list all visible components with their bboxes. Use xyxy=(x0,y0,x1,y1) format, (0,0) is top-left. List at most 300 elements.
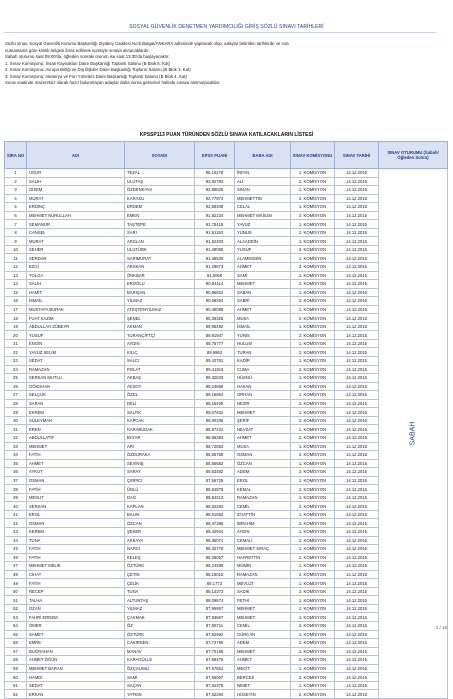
cell-no: 38 xyxy=(5,485,27,494)
cell-surname: SARI xyxy=(125,228,195,237)
cell-score: 88,29057 xyxy=(195,553,235,562)
cell-date: 14.12.2015 xyxy=(335,630,379,639)
cell-no: 41 xyxy=(5,510,27,519)
cell-surname: SAMİ xyxy=(125,673,195,682)
cell-commission: 1. KOMİSYON xyxy=(291,425,335,434)
cell-no: 24 xyxy=(5,365,27,374)
cell-date: 14.12.2015 xyxy=(335,545,379,554)
cell-father: SADIK xyxy=(235,587,291,596)
cell-father: KADİR xyxy=(235,357,291,366)
cell-surname: MANAV xyxy=(125,647,195,656)
header-name: ADI xyxy=(27,142,125,169)
cell-surname: ÜNLÜ xyxy=(125,485,195,494)
cell-name: EMRE xyxy=(27,639,125,648)
cell-father: İBRAHİM xyxy=(235,519,291,528)
cell-score: 89,81947 xyxy=(195,331,235,340)
cell-father: SİNAN xyxy=(235,186,291,195)
cell-score: 87,66007 xyxy=(195,673,235,682)
cell-commission: 1. KOMİSYON xyxy=(291,391,335,400)
cell-date: 14.12.2015 xyxy=(335,476,379,485)
cell-date: 14.12.2015 xyxy=(335,621,379,630)
cell-father: MEHMET xyxy=(235,647,291,656)
cell-father: MEHMET xyxy=(235,280,291,289)
cell-surname: TEZAL xyxy=(125,169,195,178)
cell-commission: 1. KOMİSYON xyxy=(291,220,335,229)
header-score: KPSS PUANI xyxy=(195,142,235,169)
cell-score: 88,1773 xyxy=(195,579,235,588)
cell-date: 14.12.2015 xyxy=(335,194,379,203)
cell-surname: CAKIRSEN xyxy=(125,639,195,648)
cell-no: 28 xyxy=(5,399,27,408)
cell-no: 62 xyxy=(5,690,27,699)
cell-name: MURAT xyxy=(27,237,125,246)
cell-date: 14.12.2015 xyxy=(335,570,379,579)
cell-commission: 2. KOMİSYON xyxy=(291,297,335,306)
cell-score: 88,24298 xyxy=(195,562,235,571)
cell-name: İSMAİL xyxy=(27,297,125,306)
intro-line: 3. Sınav Komisyonu: Aktüerya ve Fon Yönetimi Daire Başkanlığı Toplantı Salonu (B Blok 4. Kat) xyxy=(5,73,187,79)
cell-score: 89,15405 xyxy=(195,399,235,408)
cell-father: HÜSEYİN xyxy=(235,690,291,699)
cell-date: 14.12.2015 xyxy=(335,288,379,297)
cell-name: TOLGA xyxy=(27,271,125,280)
header-session: SINAV OTURUMU (Sabah/ Öğleden Sonra) xyxy=(379,142,448,169)
cell-surname: ÇAKMAK xyxy=(125,613,195,622)
cell-no: 53 xyxy=(5,613,27,622)
cell-commission: 2. KOMİSYON xyxy=(291,468,335,477)
cell-no: 9 xyxy=(5,237,27,246)
cell-date: 14.12.2015 xyxy=(335,433,379,442)
cell-date: 14.12.2015 xyxy=(335,536,379,545)
cell-father: EROL xyxy=(235,476,291,485)
cell-no: 48 xyxy=(5,570,27,579)
cell-surname: KARAGÜLLE xyxy=(125,656,195,665)
cell-no: 2 xyxy=(5,177,27,186)
cell-surname: BARIŞAN xyxy=(125,288,195,297)
cell-name: MESUT xyxy=(27,493,125,502)
cell-score: 87,95857 xyxy=(195,604,235,613)
cell-name: MEHMET xyxy=(27,442,125,451)
cell-date: 14.12.2015 xyxy=(335,271,379,280)
cell-score: 88,32776 xyxy=(195,545,235,554)
intro-line: Sabah oturumu saat 09:00'da, öğleden sonraki oturum ise saat 13:30'da başlayacaktır. xyxy=(5,54,170,59)
cell-name: SAMET xyxy=(27,630,125,639)
cell-commission: 1. KOMİSYON xyxy=(291,579,335,588)
cell-commission: 1. KOMİSYON xyxy=(291,527,335,536)
cell-name: FAHRİ ERDEM xyxy=(27,613,125,622)
cell-score: 91,82234 xyxy=(195,211,235,220)
cell-no: 45 xyxy=(5,545,27,554)
cell-father: CUMA xyxy=(235,365,291,374)
cell-name: MEHMET MELİK xyxy=(27,562,125,571)
cell-name: SEDAT xyxy=(27,357,125,366)
cell-session xyxy=(379,169,448,699)
cell-date: 14.12.2015 xyxy=(335,365,379,374)
cell-name: UĞUR xyxy=(27,169,125,178)
cell-name: EROL xyxy=(27,510,125,519)
cell-no: 51 xyxy=(5,596,27,605)
cell-commission: 1. KOMİSYON xyxy=(291,339,335,348)
cell-surname: ÖZDURAKA xyxy=(125,451,195,460)
cell-commission: 2. KOMİSYON xyxy=(291,331,335,340)
cell-no: 19 xyxy=(5,322,27,331)
cell-score: 88,66769 xyxy=(195,451,235,460)
cell-father: YUNUS xyxy=(235,228,291,237)
cell-date: 14.12.2015 xyxy=(335,254,379,263)
intro-line: 2. Sınav Komisyonu: Avrupa Birliği ve Dış İlişkiler Daire Başkanlığı Toplantı Salonu (B Blok 1. Kat) xyxy=(5,67,191,72)
cell-score: 96,10279 xyxy=(195,169,235,178)
cell-score: 91,61193 xyxy=(195,228,235,237)
cell-commission: 1. KOMİSYON xyxy=(291,254,335,263)
cell-name: FATİH xyxy=(27,485,125,494)
cell-date: 14.12.2015 xyxy=(335,527,379,536)
cell-name: GÖKDHAN xyxy=(27,382,125,391)
cell-father: OSMAN xyxy=(235,451,291,460)
cell-name: ERDİNÇ xyxy=(27,203,125,212)
cell-surname: ARSLAN xyxy=(125,237,195,246)
cell-score: 90,94114 xyxy=(195,280,235,289)
cell-no: 3 xyxy=(5,186,27,195)
cell-score: 87,82992 xyxy=(195,630,235,639)
cell-name: MUSTAFA BURAK xyxy=(27,305,125,314)
cell-commission: 1. KOMİSYON xyxy=(291,476,335,485)
intro-text xyxy=(5,41,445,87)
intro-line: Sözlü sınav, Sosyal Güvenlik Kurumu Başkanlığı Ziyabey Caddesi No:6 Balgat/ANKARA adresinde yapılacak olup, adaylar belirtilen tarihlerde ve sıra xyxy=(5,41,289,46)
cell-no: 60 xyxy=(5,673,27,682)
cell-father: CEMİL xyxy=(235,502,291,511)
cell-name: EREN xyxy=(27,425,125,434)
cell-commission: 2. KOMİSYON xyxy=(291,433,335,442)
cell-surname: KARASU xyxy=(125,194,195,203)
cell-name: FATİH xyxy=(27,553,125,562)
cell-name: SELÇUK xyxy=(27,391,125,400)
cell-name: BUĞRAHAN xyxy=(27,647,125,656)
cell-date: 14.12.2015 xyxy=(335,211,379,220)
cell-surname: TAŞTEPE xyxy=(125,220,195,229)
cell-commission: 1. KOMİSYON xyxy=(291,374,335,383)
cell-name: SERKAN MUTLU xyxy=(27,374,125,383)
cell-date: 14.12.2015 xyxy=(335,245,379,254)
cell-father: MEHMET MASUM xyxy=(235,211,291,220)
cell-score: 88,54878 xyxy=(195,485,235,494)
cell-commission: 1. KOMİSYON xyxy=(291,664,335,673)
cell-commission: 2. KOMİSYON xyxy=(291,553,335,562)
cell-date: 14.12.2015 xyxy=(335,690,379,699)
cell-commission: 1. KOMİSYON xyxy=(291,186,335,195)
cell-date: 14.12.2015 xyxy=(335,502,379,511)
cell-score: 88,65682 xyxy=(195,459,235,468)
cell-commission: 1. KOMİSYON xyxy=(291,613,335,622)
cell-commission: 1. KOMİSYON xyxy=(291,681,335,690)
cell-score: 90,45088 xyxy=(195,305,235,314)
cell-score: 91,49058 xyxy=(195,245,235,254)
cell-date: 14.12.2015 xyxy=(335,579,379,588)
cell-score: 88,63492 xyxy=(195,468,235,477)
cell-no: 61 xyxy=(5,681,27,690)
cell-commission: 1. KOMİSYON xyxy=(291,237,335,246)
cell-father: İRFAN xyxy=(235,169,291,178)
cell-father: NEVZAT xyxy=(235,425,291,434)
title-divider xyxy=(4,32,436,33)
cell-date: 14.12.2015 xyxy=(335,510,379,519)
cell-father: ADEM xyxy=(235,639,291,648)
cell-name: ERKAN xyxy=(27,690,125,699)
intro-line: Sınav saatinde mazeretsiz olarak hazır bulunmayan adaylar daha sonra gelmeleri halinde sınava alınmayacaklar. xyxy=(5,80,221,85)
cell-commission: 2. KOMİSYON xyxy=(291,194,335,203)
cell-surname: SEVİNİŞ xyxy=(125,459,195,468)
candidate-table xyxy=(4,141,448,699)
cell-date: 14.12.2015 xyxy=(335,596,379,605)
cell-father: İSMAİL xyxy=(235,322,291,331)
cell-no: 59 xyxy=(5,664,27,673)
cell-score: 89,42781 xyxy=(195,357,235,366)
cell-father: ORHAN xyxy=(235,391,291,400)
cell-date: 14.12.2015 xyxy=(335,408,379,417)
cell-commission: 1. KOMİSYON xyxy=(291,510,335,519)
cell-commission: 2. KOMİSYON xyxy=(291,656,335,665)
cell-name: EZGİ xyxy=(27,263,125,272)
cell-name: HAMDİ xyxy=(27,673,125,682)
cell-date: 14.12.2015 xyxy=(335,664,379,673)
table-header-row xyxy=(5,142,448,169)
cell-surname: TUNA xyxy=(125,587,195,596)
cell-father: HULUSİ xyxy=(235,339,291,348)
cell-commission: 1. KOMİSYON xyxy=(291,305,335,314)
list-title: KPSSP113 PUAN TÜRÜNDEN SÖZLÜ SINAVA KATILACAKLARIN LİSTESİ xyxy=(139,132,314,138)
cell-father: ALİ xyxy=(235,177,291,186)
cell-name: FATİH xyxy=(27,451,125,460)
cell-date: 14.12.2015 xyxy=(335,656,379,665)
cell-name: SEHER xyxy=(27,245,125,254)
cell-no: 10 xyxy=(5,245,27,254)
cell-surname: SARAY xyxy=(125,468,195,477)
cell-name: SARAN xyxy=(27,399,125,408)
cell-name: RECEP xyxy=(27,587,125,596)
cell-father: CEMİL xyxy=(235,621,291,630)
cell-commission: 1. KOMİSYON xyxy=(291,322,335,331)
table-body xyxy=(5,169,448,699)
cell-commission: 3. KOMİSYON xyxy=(291,263,335,272)
cell-father: MEHMET xyxy=(235,613,291,622)
cell-name: YAVUZ SELİM xyxy=(27,348,125,357)
cell-surname: EROĞLU xyxy=(125,280,195,289)
cell-date: 14.12.2015 xyxy=(335,604,379,613)
cell-score: 90,86822 xyxy=(195,288,235,297)
cell-surname: ULUTAŞ xyxy=(125,177,195,186)
cell-surname: POLAT xyxy=(125,365,195,374)
cell-name: RAMAZAN xyxy=(27,365,125,374)
cell-father: MEVLÜT xyxy=(235,579,291,588)
cell-name: FUAT KAZIM xyxy=(27,314,125,323)
cell-no: 21 xyxy=(5,339,27,348)
cell-score: 88,42934 xyxy=(195,527,235,536)
cell-father: YUNİS xyxy=(235,331,291,340)
cell-father: NİMET xyxy=(235,681,291,690)
cell-commission: 2. KOMİSYON xyxy=(291,416,335,425)
cell-surname: AKKAYA xyxy=(125,536,195,545)
cell-commission: 2. KOMİSYON xyxy=(291,348,335,357)
cell-no: 34 xyxy=(5,451,27,460)
cell-surname: YATKIN xyxy=(125,690,195,699)
cell-name: HAMİT xyxy=(27,288,125,297)
cell-name: GİZEM xyxy=(27,186,125,195)
cell-father: MEHMET xyxy=(235,604,291,613)
cell-father: HÜSNÜ xyxy=(235,374,291,383)
cell-surname: BALIN xyxy=(125,510,195,519)
cell-no: 6 xyxy=(5,211,27,220)
cell-no: 47 xyxy=(5,562,27,571)
cell-no: 39 xyxy=(5,493,27,502)
cell-name: EKREM xyxy=(27,408,125,417)
header-commission: SINAV KOMİSYONU xyxy=(291,142,335,169)
cell-father: MEHMET SIRAÇ xyxy=(235,545,291,554)
cell-score: 89,95492 xyxy=(195,322,235,331)
cell-commission: 2. KOMİSYON xyxy=(291,399,335,408)
cell-no: 18 xyxy=(5,314,27,323)
cell-surname: ERDEM xyxy=(125,203,195,212)
cell-date: 14.12.2015 xyxy=(335,186,379,195)
cell-score: 88,90336 xyxy=(195,416,235,425)
cell-score: 92,68408 xyxy=(195,203,235,212)
cell-name: AHMET ÖĞÜN xyxy=(27,656,125,665)
cell-commission: 2. KOMİSYON xyxy=(291,604,335,613)
cell-father: AHMET xyxy=(235,305,291,314)
cell-commission: 2. KOMİSYON xyxy=(291,639,335,648)
cell-surname: ÖZÇALIMLI xyxy=(125,664,195,673)
cell-no: 42 xyxy=(5,519,27,528)
cell-date: 14.12.2015 xyxy=(335,647,379,656)
cell-date: 14.12.2015 xyxy=(335,169,379,178)
cell-father: SAMİ xyxy=(235,271,291,280)
cell-date: 14.12.2015 xyxy=(335,357,379,366)
cell-score: 88,54213 xyxy=(195,493,235,502)
cell-name: AHMET xyxy=(27,459,125,468)
cell-date: 14.12.2015 xyxy=(335,459,379,468)
cell-commission: 1. KOMİSYON xyxy=(291,271,335,280)
cell-name: ABDULLATİF xyxy=(27,433,125,442)
cell-surname: SAÇAN xyxy=(125,681,195,690)
cell-surname: ÇELİK xyxy=(125,579,195,588)
cell-score: 88,51082 xyxy=(195,510,235,519)
cell-date: 14.12.2015 xyxy=(335,280,379,289)
cell-commission: 2. KOMİSYON xyxy=(291,621,335,630)
cell-name: SEDAT xyxy=(27,681,125,690)
cell-father: ADEM xyxy=(235,468,291,477)
cell-father: BERCES xyxy=(235,673,291,682)
cell-surname: ARI xyxy=(125,442,195,451)
cell-name: MEHMET BARAN xyxy=(27,664,125,673)
cell-score: 88,35071 xyxy=(195,536,235,545)
cell-surname: AKSOY xyxy=(125,382,195,391)
cell-score: 91,29573 xyxy=(195,263,235,272)
intro-line: 1. Sınav Komisyonu: İnsan Kaynakları Daire Başkanlığı Toplantı Salonu (B Blok 5. Kat) xyxy=(5,60,170,66)
cell-date: 14.12.2015 xyxy=(335,237,379,246)
cell-father: MUSA xyxy=(235,442,291,451)
cell-surname: ÖZTÜRK xyxy=(125,630,195,639)
cell-score: 88,86393 xyxy=(195,433,235,442)
cell-no: 11 xyxy=(5,254,27,263)
cell-commission: 1. KOMİSYON xyxy=(291,562,335,571)
cell-father: MUSA xyxy=(235,314,291,323)
cell-no: 40 xyxy=(5,502,27,511)
cell-surname: ALTUNTAŞ xyxy=(125,596,195,605)
cell-name: YUSUF xyxy=(27,331,125,340)
cell-no: 20 xyxy=(5,331,27,340)
cell-father: GÜRCAN xyxy=(235,630,291,639)
cell-father: ALAMEDDİN xyxy=(235,254,291,263)
cell-name: MURAT xyxy=(27,194,125,203)
cell-date: 14.12.2015 xyxy=(335,331,379,340)
cell-surname: AKBAŞ xyxy=(125,374,195,383)
cell-no: 33 xyxy=(5,442,27,451)
cell-surname: ARSKAN xyxy=(125,263,195,272)
cell-date: 14.12.2015 xyxy=(335,297,379,306)
cell-father: AHMET xyxy=(235,433,291,442)
cell-father: NEZİR xyxy=(235,399,291,408)
cell-name: ÖMER xyxy=(27,621,125,630)
cell-father: RAMAZAN xyxy=(235,570,291,579)
cell-no: 55 xyxy=(5,630,27,639)
cell-no: 27 xyxy=(5,391,27,400)
cell-surname: KAPCAK xyxy=(125,416,195,425)
cell-commission: 2. KOMİSYON xyxy=(291,690,335,699)
cell-father: SABRİ xyxy=(235,297,291,306)
cell-commission: 1. KOMİSYON xyxy=(291,288,335,297)
cell-date: 14.12.2015 xyxy=(335,639,379,648)
cell-father: MECİT xyxy=(235,664,291,673)
cell-father: MEHMET xyxy=(235,408,291,417)
cell-no: 35 xyxy=(5,459,27,468)
cell-commission: 2. KOMİSYON xyxy=(291,228,335,237)
cell-father: KEMAL xyxy=(235,485,291,494)
cell-surname: KAPLAN xyxy=(125,502,195,511)
cell-commission: 2. KOMİSYON xyxy=(291,673,335,682)
cell-name: ENGİN xyxy=(27,339,125,348)
cell-name: SEMANUR xyxy=(27,220,125,229)
cell-father: AHMET xyxy=(235,656,291,665)
cell-date: 14.12.2015 xyxy=(335,399,379,408)
cell-date: 14.12.2015 xyxy=(335,203,379,212)
cell-commission: 1. KOMİSYON xyxy=(291,459,335,468)
cell-father: HAKAN xyxy=(235,382,291,391)
cell-surname: YILMAZ xyxy=(125,604,195,613)
cell-surname: ÇETİN xyxy=(125,570,195,579)
cell-date: 14.12.2015 xyxy=(335,493,379,502)
cell-score: 89,16864 xyxy=(195,391,235,400)
cell-date: 14.12.2015 xyxy=(335,681,379,690)
cell-father: CELAL xyxy=(235,203,291,212)
cell-no: 56 xyxy=(5,639,27,648)
cell-surname: AYDIN xyxy=(125,339,195,348)
cell-score: 90,68254 xyxy=(195,297,235,306)
cell-name: OSMAN xyxy=(27,476,125,485)
cell-commission: 2. KOMİSYON xyxy=(291,314,335,323)
cell-commission: 1. KOMİSYON xyxy=(291,357,335,366)
cell-date: 14.12.2015 xyxy=(335,177,379,186)
cell-no: 44 xyxy=(5,536,27,545)
cell-no: 26 xyxy=(5,382,27,391)
cell-father: SABAN xyxy=(235,288,291,297)
cell-no: 37 xyxy=(5,476,27,485)
cell-date: 14.12.2015 xyxy=(335,485,379,494)
cell-date: 14.12.2015 xyxy=(335,374,379,383)
cell-surname: ÖNKBAR xyxy=(125,271,195,280)
cell-date: 14.12.2015 xyxy=(335,339,379,348)
cell-name: AYKUT xyxy=(27,468,125,477)
cell-no: 54 xyxy=(5,621,27,630)
cell-name: TALHA xyxy=(27,596,125,605)
cell-no: 32 xyxy=(5,433,27,442)
